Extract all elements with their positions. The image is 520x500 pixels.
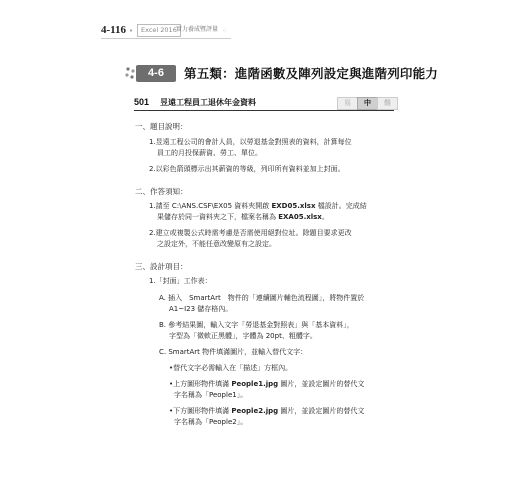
section-heading-instructions: 二、作答須知：	[135, 187, 188, 196]
source-filename: EXD05.xlsx	[271, 202, 316, 210]
design-item-1: 1.「封面」工作表：	[149, 277, 212, 285]
exercise-number: 501	[134, 97, 150, 107]
description-item-2: 2.以彩色箭頭標示出其薪資的等級，列印所有資料並加上封面。	[149, 165, 345, 173]
output-filename: EXA05.xlsx	[278, 213, 322, 221]
exercise-title: 昱遠工程員工退休年金資料	[160, 98, 256, 107]
bullet-item-2-line-2: 字名稱為「People1」。	[174, 391, 248, 399]
book-label: 實力養成暨評量	[176, 26, 219, 33]
instruction-item-2-line-1: 2.建立或複製公式時需考慮是否需使用絕對位址。除題目要求更改	[149, 229, 352, 237]
header-rule	[101, 38, 231, 39]
bullet-item-3-line-2: 字名稱為「People2」。	[174, 418, 248, 426]
design-step-b-line-1: B. 參考結果圖，輸入文字「勞退基金對照表」與「基本資料」，	[159, 321, 354, 329]
page-number: 4-116	[101, 24, 127, 36]
instruction-item-1-line-1	[149, 201, 367, 212]
section-badge: 4-6	[136, 65, 176, 82]
bullet-text: •下方圖形物件填滿	[169, 407, 232, 415]
design-step-b-line-2: 字型為「微軟正黑體」，字體為 20pt、粗體字。	[169, 332, 317, 340]
design-step-a-line-1: A. 插入 SmartArt 物件的「連續圖片輔色流程圖」，將物件置於	[159, 294, 365, 302]
design-step-c: C. SmartArt 物件填滿圖片，並輸入替代文字：	[159, 348, 308, 356]
difficulty-medium: 中	[357, 97, 378, 110]
bullet-text: 圖片，並設定圖片的替代文	[278, 380, 365, 388]
image-filename-people1: People1.jpg	[231, 380, 279, 388]
description-item-1-line-1: 1.昱遠工程公司的會計人員，以勞退基金對照表的資料，計算每位	[149, 138, 352, 146]
app-label: Excel 2016	[137, 24, 181, 37]
design-step-a-line-2: A1~I23 儲存格內。	[169, 305, 233, 313]
section-heading-description: 一、題目說明：	[135, 122, 188, 131]
bullet-text: 圖片，並設定圖片的替代文	[278, 407, 365, 415]
header-dot-ornament: ⁘	[222, 27, 228, 35]
instruction-text: 1.請至 C:\ANS.CSF\EX05 資料夾開啟	[149, 202, 272, 210]
bullet-item-3-line-1	[169, 406, 364, 417]
instruction-text: 果儲存於同一資料夾之下，檔案名稱為	[157, 213, 279, 221]
bullet-item-1: •替代文字必需輸入在「描述」方框內。	[169, 364, 293, 372]
bullet-text: •上方圖形物件填滿	[169, 380, 232, 388]
image-filename-people2: People2.jpg	[231, 407, 279, 415]
bullet-item-2-line-1	[169, 379, 364, 390]
header-separator: •	[129, 27, 134, 35]
section-heading-design-items: 三、設計項目：	[135, 262, 188, 271]
description-item-1-line-2: 員工的月投保薪資、勞工、單位。	[157, 149, 262, 157]
instruction-item-1-line-2	[157, 212, 329, 223]
instruction-text: 檔設計。完成結	[315, 202, 367, 210]
instruction-text: 。	[321, 213, 329, 221]
instruction-item-2-line-2: 之設定外，不能任意改變原有之設定。	[157, 240, 276, 248]
difficulty-hard: 難	[377, 97, 398, 110]
difficulty-easy: 易	[337, 97, 358, 110]
section-title: 第五類：進階函數及陣列設定與進階列印能力	[184, 66, 439, 81]
